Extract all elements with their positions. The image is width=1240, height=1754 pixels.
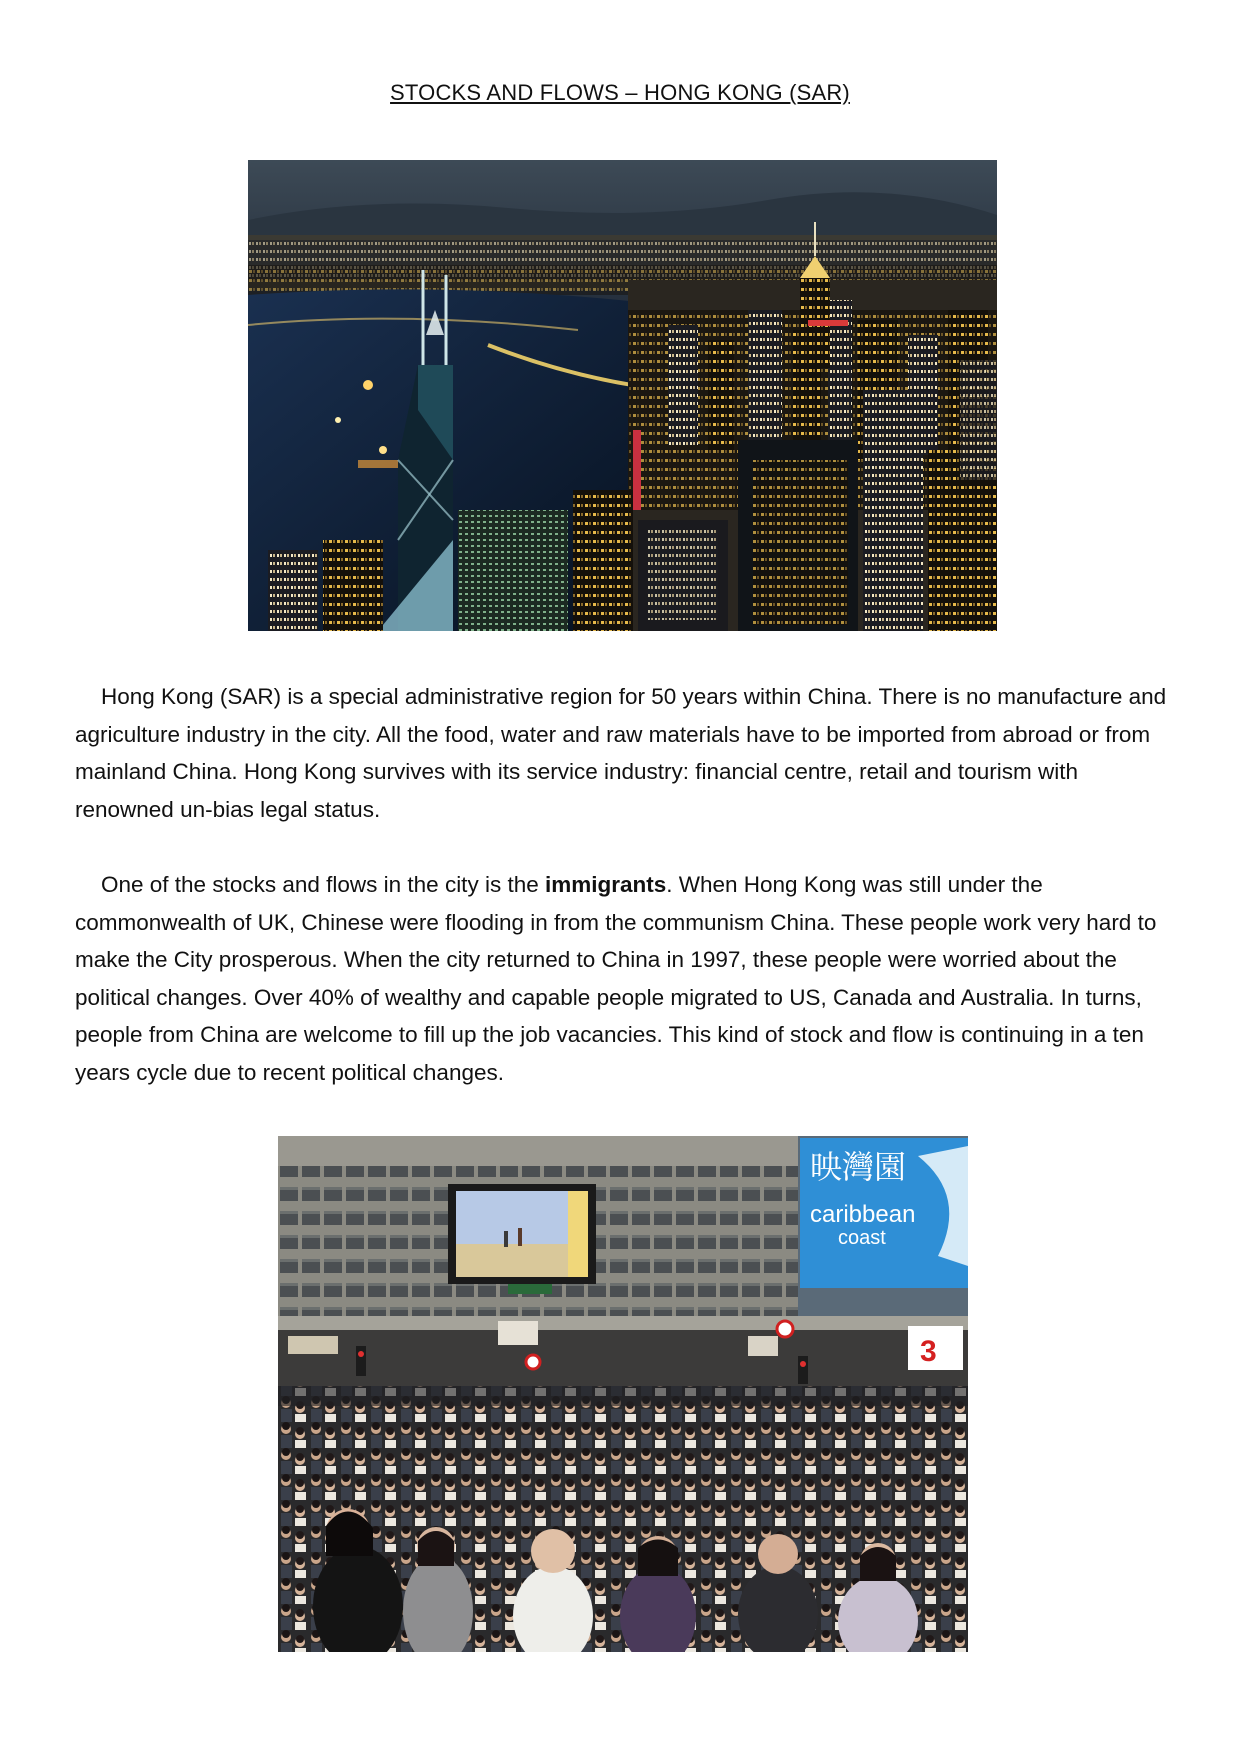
page-title: STOCKS AND FLOWS – HONG KONG (SAR) xyxy=(390,80,850,105)
paragraph-immigrants-before: One of the stocks and flows in the city is the xyxy=(101,872,545,897)
hong-kong-night-skyline-photo xyxy=(248,160,997,631)
paragraph-immigrants xyxy=(75,866,1175,1092)
hong-kong-street-crowd-photo xyxy=(278,1136,968,1652)
sign-coast-text: coast xyxy=(838,1227,886,1249)
paragraph-immigrants-after: . When Hong Kong was still under the commonwealth of UK, Chinese were flooding in from the communism China. These people work very hard to make the City prosperous. When the city returned to China in 1997, these people were worried about the political changes. Over 40% of wealthy and capable people migrated to US, Canada and Australia. In turns, people from China are welcome to fill up the job vacancies. This kind of stock and flow is continuing in a ten years cycle due to recent political changes. xyxy=(75,872,1157,1085)
paragraph-intro-text: Hong Kong (SAR) is a special administrative region for 50 years within China. There is no manufacture and agriculture industry in the city. All the food, water and raw materials have to be imported from abroad or from mainland China. Hong Kong survives with its service industry: financial centre, retail and tourism with renowned un-bias legal status. xyxy=(75,684,1167,822)
sign-chinese-text: 映灣園 xyxy=(810,1148,907,1186)
sign-number-text: 3 xyxy=(920,1335,937,1368)
sign-caribbean-text: caribbean xyxy=(810,1201,916,1228)
keyword-immigrants: immigrants xyxy=(544,872,667,897)
paragraph-intro xyxy=(75,678,1175,828)
